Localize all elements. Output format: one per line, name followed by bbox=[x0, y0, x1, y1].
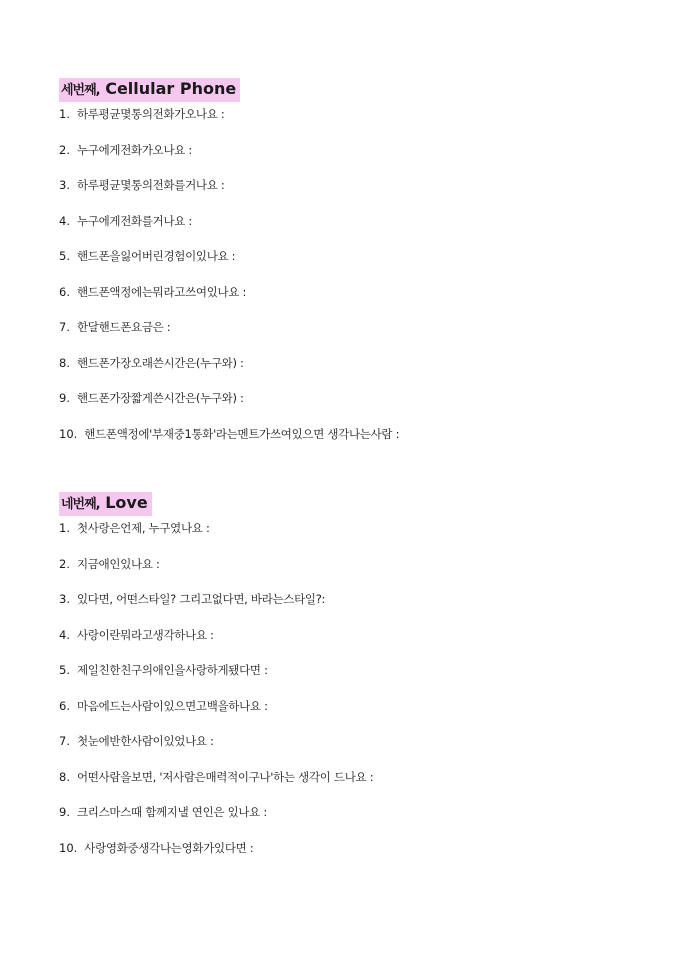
question-text: 핸드폰액정에는뭐라고쓰여있나요 : bbox=[76, 284, 247, 299]
question-text: 있다면, 어떤스타일? 그리고없다면, 바라는스타일?: bbox=[76, 592, 326, 606]
question-number: 3. bbox=[59, 178, 70, 192]
question-item bbox=[59, 175, 399, 211]
question-text: 지금애인있나요 : bbox=[76, 556, 160, 571]
section-heading-title: Cellular Phone bbox=[99, 79, 237, 98]
question-number: 7. bbox=[59, 734, 70, 748]
question-item bbox=[59, 282, 399, 318]
question-number: 2. bbox=[59, 556, 70, 571]
question-item bbox=[59, 518, 373, 554]
question-number: 5. bbox=[59, 663, 70, 677]
question-number: 6. bbox=[59, 698, 70, 713]
question-item bbox=[59, 731, 373, 767]
question-item bbox=[59, 211, 399, 247]
question-item bbox=[59, 104, 399, 140]
question-number: 1. bbox=[59, 107, 70, 121]
question-number: 8. bbox=[59, 769, 70, 784]
question-text: 사랑이란뭐라고생각하나요 : bbox=[76, 627, 214, 642]
section-heading bbox=[59, 492, 152, 516]
section-heading-number: 세번째, bbox=[61, 83, 100, 98]
question-number: 10. bbox=[59, 840, 78, 855]
question-text: 한달핸드폰요금은 : bbox=[76, 320, 171, 334]
question-item bbox=[59, 353, 399, 389]
question-text: 어떤사람을보면, '저사람은매력적이구나'하는 생각이 드나요 : bbox=[76, 769, 374, 784]
question-text: 핸드폰을잃어버린경험이있나요 : bbox=[76, 249, 236, 263]
question-number: 10. bbox=[59, 426, 78, 441]
question-number: 1. bbox=[59, 521, 70, 535]
question-item bbox=[59, 767, 373, 803]
question-item bbox=[59, 140, 399, 176]
question-text: 하루평균몇통의전화가오나요 : bbox=[76, 107, 225, 121]
question-number: 2. bbox=[59, 142, 70, 157]
section-love bbox=[59, 492, 373, 873]
question-number: 6. bbox=[59, 284, 70, 299]
section-heading bbox=[59, 78, 240, 102]
question-number: 9. bbox=[59, 391, 70, 405]
question-text: 마음에드는사람이있으면고백을하나요 : bbox=[76, 698, 268, 713]
question-text: 사랑영화중생각나는영화가있다면 : bbox=[84, 840, 254, 855]
question-item bbox=[59, 838, 373, 874]
question-text: 하루평균몇통의전화를거나요 : bbox=[76, 178, 225, 192]
question-text: 핸드폰액정에'부재중1통화'라는멘트가쓰여있으면 생각나는사람 : bbox=[84, 426, 400, 441]
question-text: 누구에게전화를거나요 : bbox=[76, 213, 193, 228]
question-item bbox=[59, 625, 373, 661]
question-number: 4. bbox=[59, 627, 70, 642]
question-item bbox=[59, 317, 399, 353]
section-heading-number: 네번째, bbox=[61, 497, 100, 512]
question-item bbox=[59, 660, 373, 696]
question-number: 4. bbox=[59, 213, 70, 228]
question-item bbox=[59, 554, 373, 590]
question-number: 8. bbox=[59, 355, 70, 370]
question-item bbox=[59, 696, 373, 732]
question-number: 5. bbox=[59, 249, 70, 263]
question-item bbox=[59, 388, 399, 424]
question-text: 핸드폰가장짧게쓴시간은(누구와) : bbox=[76, 391, 244, 405]
question-number: 9. bbox=[59, 805, 70, 819]
question-text: 핸드폰가장오래쓴시간은(누구와) : bbox=[76, 355, 244, 370]
section-heading-title: Love bbox=[99, 493, 148, 512]
section-cellular-phone bbox=[59, 78, 399, 459]
question-item bbox=[59, 802, 373, 838]
question-text: 첫사랑은언제, 누구였나요 : bbox=[76, 521, 210, 535]
question-item bbox=[59, 424, 399, 460]
question-text: 크리스마스때 함께지낼 연인은 있나요 : bbox=[76, 805, 267, 819]
question-text: 제일친한친구의애인을사랑하게됐다면 : bbox=[76, 663, 268, 677]
question-text: 첫눈에반한사람이있었나요 : bbox=[76, 734, 214, 748]
question-number: 7. bbox=[59, 320, 70, 334]
question-item bbox=[59, 589, 373, 625]
question-list bbox=[59, 518, 373, 873]
question-number: 3. bbox=[59, 592, 70, 606]
question-list bbox=[59, 104, 399, 459]
question-item bbox=[59, 246, 399, 282]
question-text: 누구에게전화가오나요 : bbox=[76, 142, 193, 157]
